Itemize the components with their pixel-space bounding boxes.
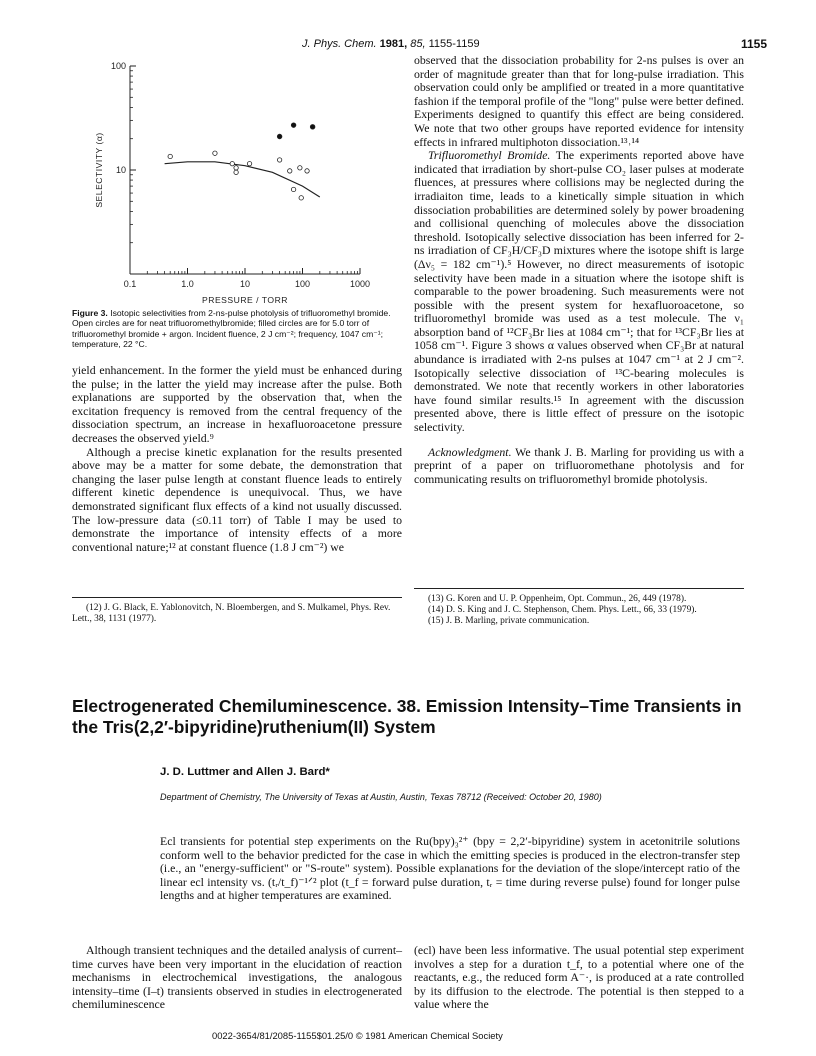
data-point-open [305,169,309,173]
journal-year: 1981, [379,38,408,50]
figure-caption [72,308,402,350]
page-footer: 0022-3654/81/2085-1155$01.25/0 © 1981 American Chemical Society [212,1030,503,1041]
data-point-open [299,196,303,200]
footnote-15: (15) J. B. Marling, private communication. [428,616,590,626]
left-column [72,364,402,554]
figure-caption-text: Isotopic selectivities from 2-ns-pulse photolysis of trifluoromethyl bromide. Open circles are for neat trifluoromethylbromide; filled circles are for 5.0 torr of trifluoromethyl bromide + argon. Incident fluence, 2 J cm⁻²; frequency, 1047 cm⁻¹; temperature, 22 °C. [72,308,391,350]
journal-name: J. Phys. Chem. [302,38,377,50]
footnote-rule-right [414,588,744,589]
data-point-open [234,166,238,170]
page-number: 1155 [741,37,768,51]
figure-caption-label: Figure 3. [72,308,108,318]
data-point-open [234,170,238,174]
x-tick-label: 1.0 [181,279,194,289]
figure-3-chart [72,56,402,306]
footnote-rule-left [72,597,402,598]
data-point-open [291,187,295,191]
data-point-open [298,166,302,170]
right-paragraph-2 [414,149,744,434]
footnote-14: (14) D. S. King and J. C. Stephenson, Chem. Phys. Lett., 66, 33 (1979). [428,605,697,615]
x-axis-label: PRESSURE / TORR [202,295,288,305]
left-paragraph-1: yield enhancement. In the former the yield must be enhanced during the pulse; in the latter the yield may increase after the pulse. Both explanations are supported by the observation that, when the excitation frequency is removed from the central frequency of the dissociation spectrum, an increase in hexafluoroacetone pressure decreases the observed yield.⁹ [72,363,402,445]
footnote-12: (12) J. G. Black, E. Yablonovitch, N. Bloembergen, and S. Mulkamel, Phys. Rev. Lett., 38, 1131 (1977). [72,603,391,624]
trend-curve [165,162,320,197]
article-body-left: Although transient techniques and the detailed analysis of current–time curves have been very important in the elucidation of reaction mechanisms in electrochemical investigations, the analogous intensity–time (I–t) transients observed in studies in electrogenerated chemiluminescence [72,943,402,1012]
data-point-open [277,158,281,162]
y-tick-label: 100 [110,61,126,71]
acknowledgment-heading: Acknowledgment. [428,444,512,459]
left-footnotes [72,603,402,625]
data-point-filled [310,125,315,130]
x-tick-label: 0.1 [123,279,137,289]
right-paragraph-2-text: The experiments reported above have indicated that irradiation by short-pulse CO₂ laser pulses at moderate fluences, at pressures where collisions may be neglected during the irradiaiton time, leads to a kinetically simple situation in which dissociation probabilities are determined solely by power broadening and collisional quenching of molecules above the dissociation threshold. Isotopically selective dissociation has been inferred for 2-ns irradiation of CF₃H/CF₃D mixtures where the isotope shift is large (Δν₅ = 182 cm⁻¹).⁵ However, no direct measurements of isotopic selectivity have been made in a situation where the isotope shift is comparable to the power broadening. Such measurements were not possible with the present system for hexafluoroacetone, so trifluoromethyl bromide was used as a test molecule. The ν₁ absorption band of ¹²CF₃Br lies at 1084 cm⁻¹; that for ¹³CF₃Br lies at 1058 cm⁻¹. Figure 3 shows α values observed when CF₃Br at natural abundance is irradiated with 2-ns pulses at 1047 cm⁻¹ at 2 J cm⁻². Isotopically selective dissociation of ¹³C-bearing molecules is demonstrated. We note that recently workers in other laboratories have found similar results.¹⁵ In agreement with the discussion presented above, there is little effect of pressure on the isotopic selectivity. [414,148,744,435]
running-header [302,38,480,50]
left-paragraph-2: Although a precise kinetic explanation for the results presented above may be a matter for some debate, the demonstration that changing the laser pulse length at constant fluence leads to entirely different kinetic dependence is unequivocal. Thus, we have demonstrated significant flux effects of a kind not usually discussed. The low-pressure data (≤0.11 torr) of Table I may be used to demonstrate the importance of intensity effects of a more conventional nature;¹² at constant fluence (1.8 J cm⁻²) we [72,444,402,554]
data-point-open [288,169,292,173]
article-affiliation: Department of Chemistry, The University of Texas at Austin, Austin, Texas 78712 (Received: October 20, 1980) [160,792,602,802]
right-paragraph-1: observed that the dissociation probability for 2-ns pulses is over an order of magnitude greater than that for long-pulse irradiation. This observation could only be amplified or treated in a more quantitative fashion if the temporal profile of the "long" pulse were better defined. Experiments designed to quantify this effect are being considered. We note that two other groups have reported evidence for intensity effects in infrared multiphoton dissociation.¹³˒¹⁴ [414,53,745,149]
data-point-filled [277,134,282,139]
y-axis-label: SELECTIVITY (α) [94,132,104,208]
footnote-13: (13) G. Koren and U. P. Oppenheim, Opt. Commun., 26, 449 (1978). [428,594,687,604]
article-abstract: Ecl transients for potential step experiments on the Ru(bpy)₃²⁺ (bpy = 2,2′-bipyridine) system in acetonitrile solutions conform well to the behavior predicted for the case in which the emitting species is produced in the electron-transfer step (i.e., an "energy-sufficient" or "S-route" system). Possible explanations for the deviation of the slope/intercept ratio of the linear ecl intensity vs. (tᵣ/t_f)⁻¹ᐟ² plot (t_f = forward pulse duration, tᵣ = time during reverse pulse) found for longer pulse lengths and at higher temperatures are examined. [160,834,740,903]
data-point-filled [291,123,296,128]
acknowledgment-text: We thank J. B. Marling for providing us with a preprint of a paper on trifluoromethane photolysis and for communicating results on trifluoromethyl bromide photolysis. [414,444,744,486]
data-point-open [213,151,217,155]
acknowledgment [414,446,744,487]
x-tick-label: 100 [294,279,311,289]
article-body-right: (ecl) have been less informative. The usual potential step experiment involves a step for a duration t_f, to a potential where one of the reactants, e.g., the reduced form A⁻·, is produced at a rate controlled by its diffusion to the electrode. The potential is then stepped to a value where the [414,943,744,1012]
data-point-open [168,154,172,158]
y-tick-label: 10 [115,165,126,175]
journal-pages: 1155-1159 [428,38,480,50]
data-point-open [247,161,251,165]
data-point-open [230,161,234,165]
right-column [414,54,744,486]
article-authors: J. D. Luttmer and Allen J. Bard* [160,766,330,778]
x-tick-label: 1000 [349,279,371,289]
article-title: Electrogenerated Chemiluminescence. 38. Emission Intensity–Time Transients in the Tris(2,2′-bipyridine)ruthenium(II) System [72,696,742,737]
right-footnotes [414,594,744,627]
x-tick-label: 10 [239,279,251,289]
section-heading-cf3br: Trifluoromethyl Bromide. [428,148,551,163]
journal-volume: 85, [410,38,426,50]
